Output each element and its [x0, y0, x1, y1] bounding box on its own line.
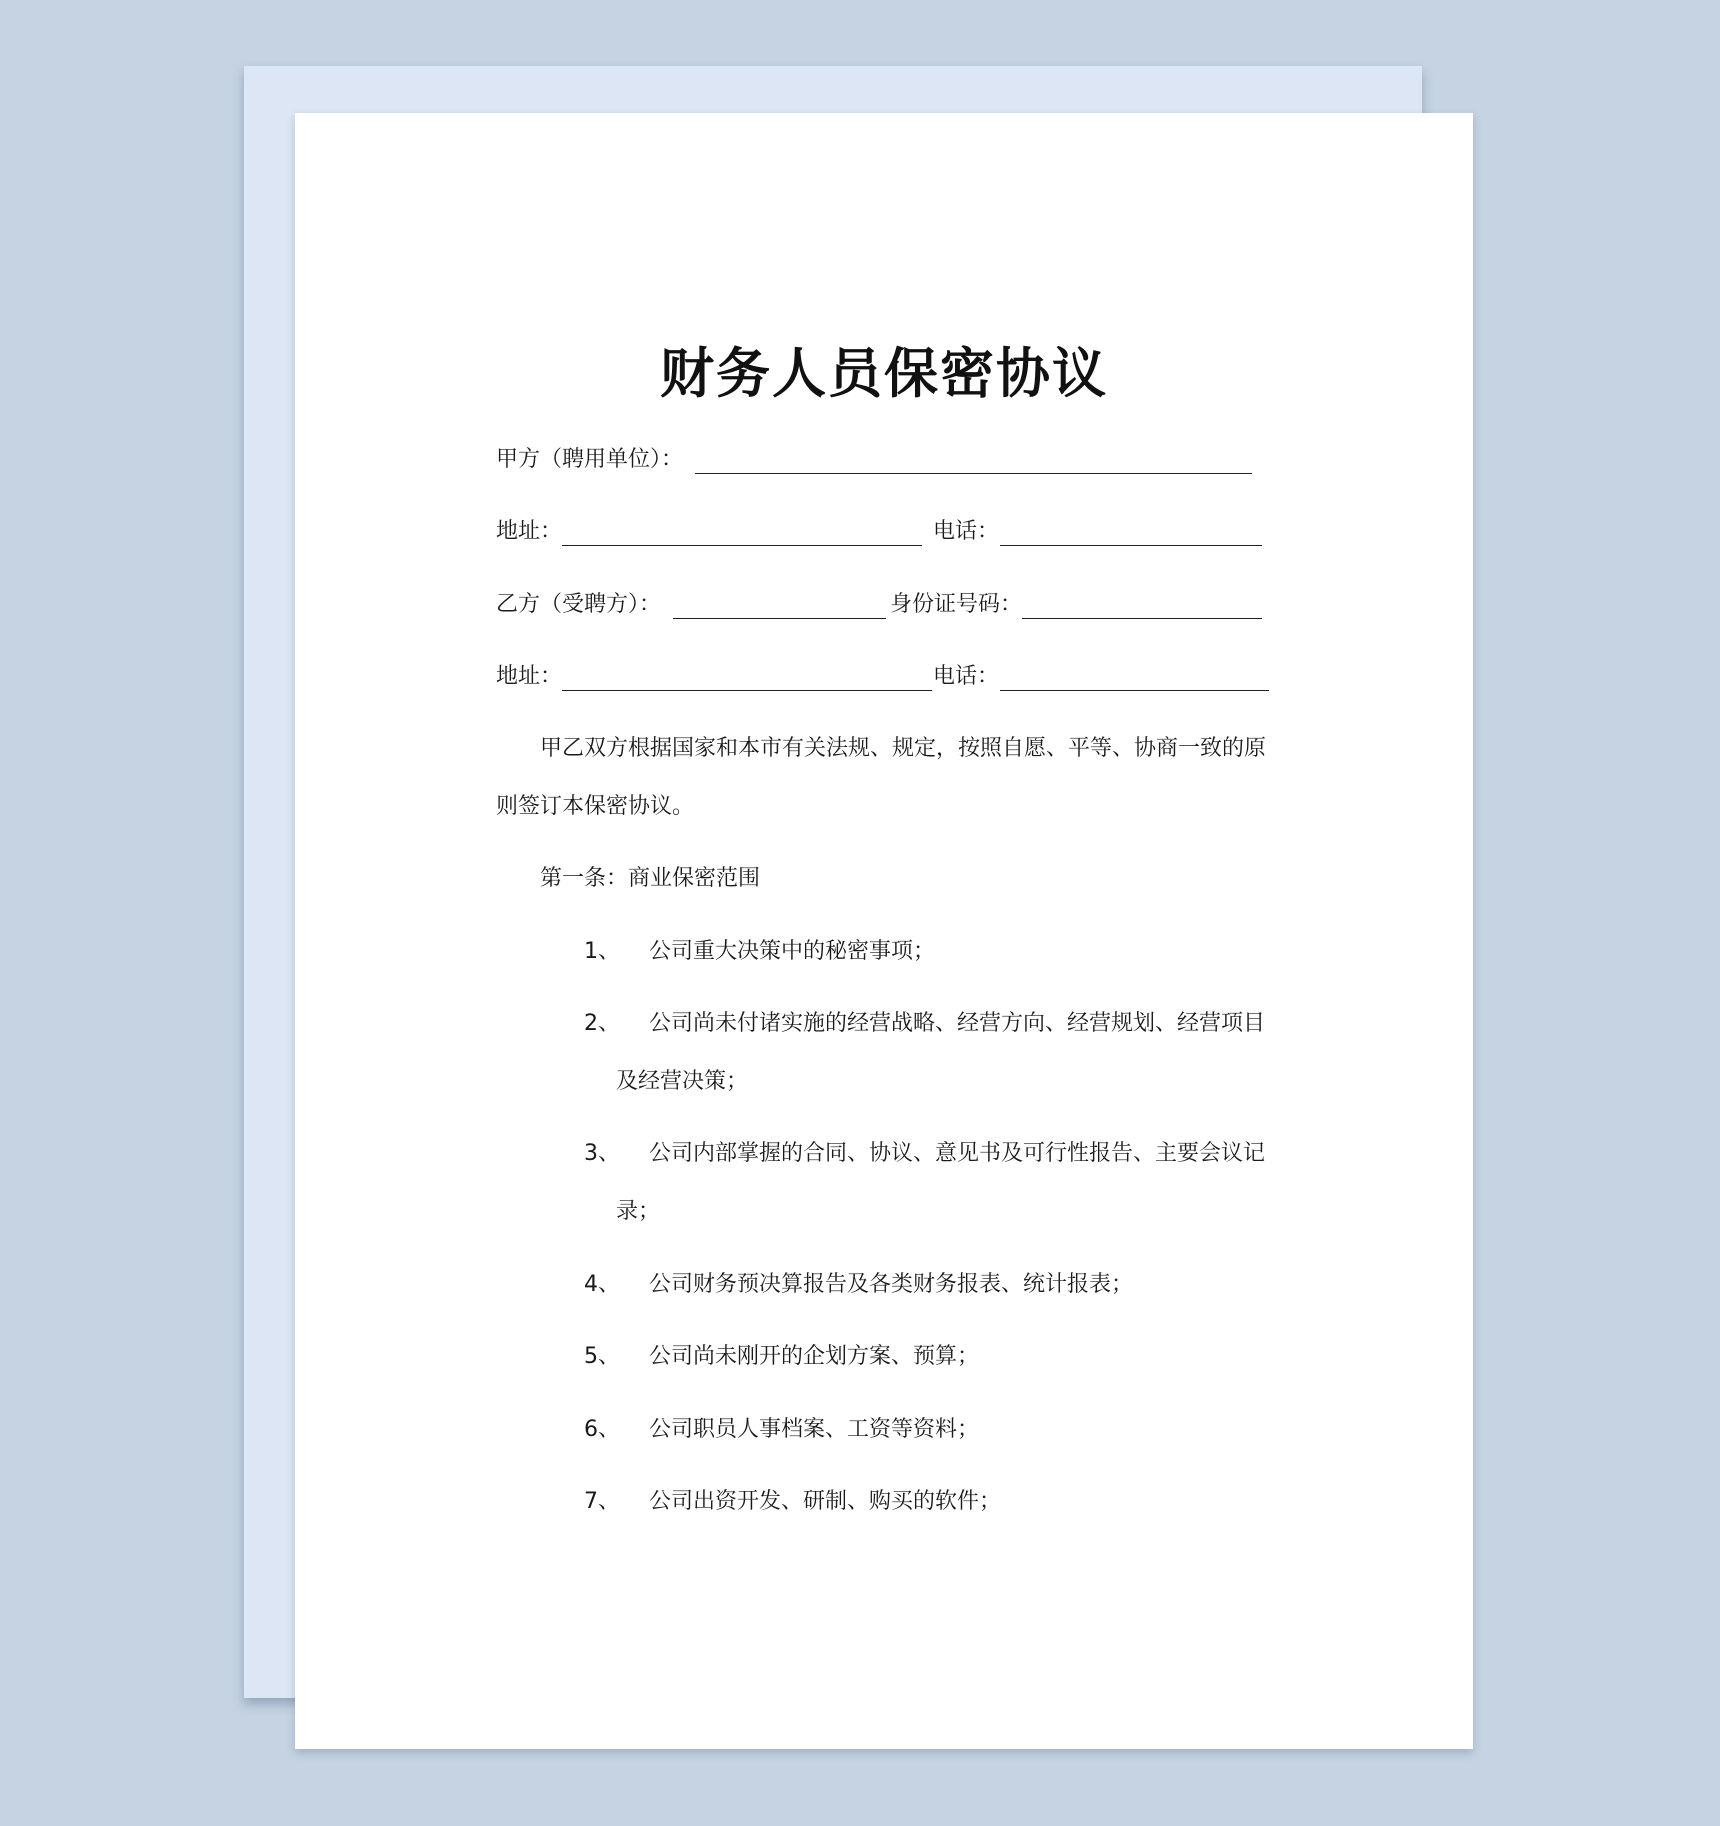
party-a-phone-label: 电话： [933, 519, 1000, 544]
intro-line-1: 甲乙双方根据国家和本市有关法规、规定，按照自愿、平等、协商一致的原 [540, 736, 1267, 761]
list-item-text: 公司尚未刚开的企划方案、预算； [649, 1344, 980, 1369]
list-item-text: 公司职员人事档案、工资等资料； [649, 1417, 980, 1442]
party-b-phone-blank[interactable] [1000, 690, 1269, 691]
list-item-number: 5、 [584, 1344, 620, 1369]
list-item-text: 公司出资开发、研制、购买的软件； [649, 1489, 1002, 1514]
party-a-phone-blank[interactable] [1000, 545, 1262, 546]
party-b-address-blank[interactable] [562, 690, 932, 691]
party-a-blank[interactable] [695, 473, 1252, 474]
list-item-number: 6、 [584, 1417, 620, 1442]
intro-line-2: 则签订本保密协议。 [496, 794, 695, 819]
list-item-text: 公司重大决策中的秘密事项； [649, 939, 936, 964]
article-1-heading: 第一条：商业保密范围 [540, 866, 761, 891]
list-item-number: 1、 [584, 939, 620, 964]
party-b-blank[interactable] [673, 618, 886, 619]
party-b-phone-label: 电话： [933, 664, 1000, 689]
party-a-label: 甲方（聘用单位）： [496, 447, 684, 472]
list-item-number: 2、 [584, 1011, 620, 1036]
list-item-number: 7、 [584, 1489, 620, 1514]
list-item-number: 4、 [584, 1272, 620, 1297]
list-item-text-continued: 录； [616, 1199, 661, 1224]
party-a-address-label: 地址： [496, 519, 563, 544]
list-item-text: 公司尚未付诸实施的经营战略、经营方向、经营规划、经营项目 [649, 1011, 1266, 1036]
party-b-address-label: 地址： [496, 664, 563, 689]
list-item-text: 公司财务预决算报告及各类财务报表、统计报表； [649, 1272, 1134, 1297]
party-b-id-label: 身份证号码： [890, 592, 1023, 617]
party-a-address-blank[interactable] [562, 545, 922, 546]
list-item-text-continued: 及经营决策； [616, 1069, 749, 1094]
list-item-text: 公司内部掌握的合同、协议、意见书及可行性报告、主要会议记 [649, 1141, 1266, 1166]
document-title: 财务人员保密协议 [660, 342, 1108, 405]
document-page [295, 113, 1473, 1749]
list-item-number: 3、 [584, 1141, 620, 1166]
party-b-id-blank[interactable] [1022, 618, 1262, 619]
party-b-label: 乙方（受聘方）： [496, 592, 662, 617]
